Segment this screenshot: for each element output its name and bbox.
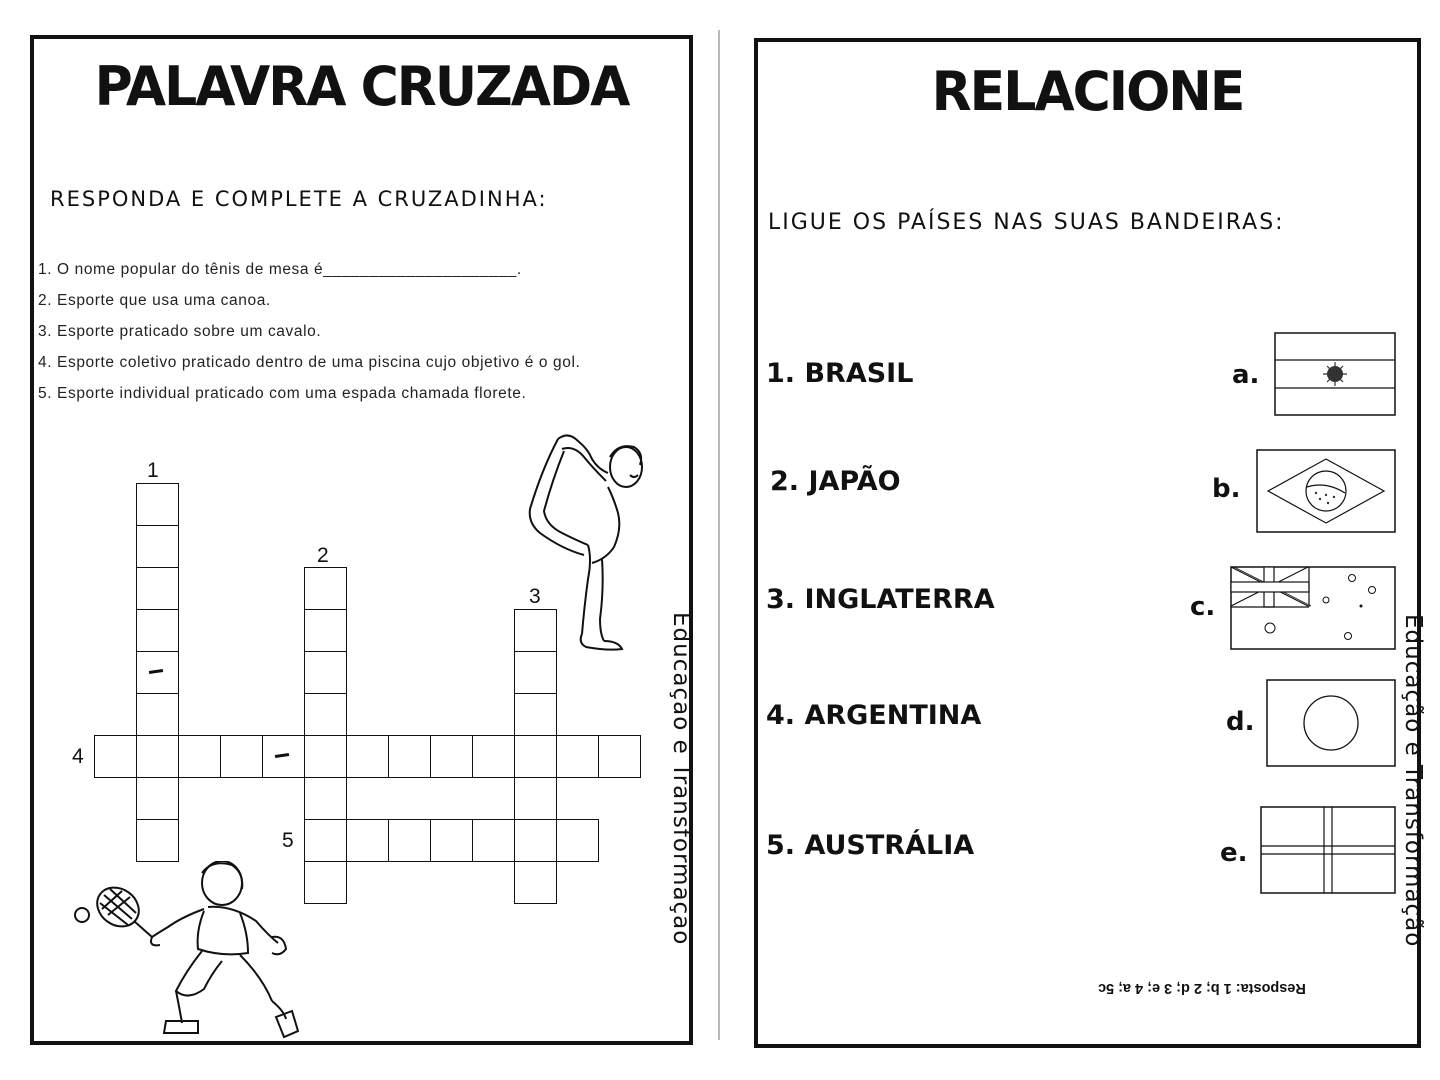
crossword-cell[interactable] xyxy=(598,735,641,778)
crossword-cell[interactable] xyxy=(304,777,347,820)
country-australia: 5. AUSTRÁLIA xyxy=(766,830,975,861)
crossword-cell[interactable] xyxy=(304,651,347,694)
crossword-cell[interactable] xyxy=(514,861,557,904)
matching-panel xyxy=(754,38,1421,1048)
crossword-cell[interactable] xyxy=(514,693,557,736)
argentina-flag-icon xyxy=(1274,332,1396,416)
clue-4: 4. Esporte coletivo praticado dentro de uma piscina cujo objetivo é o gol. xyxy=(38,354,581,371)
crossword-cell[interactable] xyxy=(514,651,557,694)
hyphen-mark xyxy=(149,669,163,674)
clue-3: 3. Esporte praticado sobre um cavalo. xyxy=(38,323,322,340)
crossword-cell[interactable] xyxy=(346,735,389,778)
crossword-cell[interactable] xyxy=(304,861,347,904)
country-inglaterra: 3. INGLATERRA xyxy=(766,584,995,615)
flag-letter-b: b. xyxy=(1212,474,1241,504)
flag-letter-a: a. xyxy=(1232,360,1260,390)
grid-number-2: 2 xyxy=(317,544,329,567)
brand-watermark-left: Educação e Transformação xyxy=(668,612,694,946)
crossword-cell[interactable] xyxy=(304,819,347,862)
crossword-cell[interactable] xyxy=(136,525,179,568)
flag-letter-d: d. xyxy=(1226,707,1255,737)
crossword-cell[interactable] xyxy=(388,735,431,778)
crossword-cell[interactable] xyxy=(304,735,347,778)
australia-flag-icon xyxy=(1230,566,1396,650)
crossword-cell[interactable] xyxy=(220,735,263,778)
crossword-title: PALAVRA CRUZADA xyxy=(94,55,629,119)
crossword-cell[interactable] xyxy=(304,567,347,610)
crossword-cell[interactable] xyxy=(514,777,557,820)
tennis-player-illustration xyxy=(72,861,302,1039)
country-argentina: 4. ARGENTINA xyxy=(766,700,982,731)
crossword-cell[interactable] xyxy=(136,609,179,652)
crossword-cell[interactable] xyxy=(514,819,557,862)
crossword-cell[interactable] xyxy=(136,651,179,694)
matching-instruction: LIGUE OS PAÍSES NAS SUAS BANDEIRAS: xyxy=(768,210,1285,235)
crossword-cell[interactable] xyxy=(472,819,515,862)
crossword-cell[interactable] xyxy=(136,819,179,862)
brand-watermark-right: Educação e Transformação xyxy=(1400,614,1426,948)
matching-title: RELACIONE xyxy=(931,60,1244,124)
crossword-cell[interactable] xyxy=(430,819,473,862)
crossword-cell[interactable] xyxy=(556,735,599,778)
brazil-flag-icon xyxy=(1256,449,1396,533)
crossword-cell[interactable] xyxy=(430,735,473,778)
clue-1: 1. O nome popular do tênis de mesa é_____________________. xyxy=(38,261,522,278)
country-brasil: 1. BRASIL xyxy=(766,358,914,389)
answer-key: Resposta: 1 b; 2 d; 3 e; 4 a; 5c xyxy=(1098,980,1306,996)
clue-5: 5. Esporte individual praticado com uma espada chamada florete. xyxy=(38,385,527,402)
crossword-cell[interactable] xyxy=(514,735,557,778)
crossword-cell[interactable] xyxy=(388,819,431,862)
gymnast-illustration xyxy=(522,429,652,654)
crossword-cell[interactable] xyxy=(136,735,179,778)
crossword-cell[interactable] xyxy=(136,693,179,736)
crossword-cell[interactable] xyxy=(136,777,179,820)
crossword-cell[interactable] xyxy=(178,735,221,778)
crossword-cell[interactable] xyxy=(136,567,179,610)
grid-number-3: 3 xyxy=(529,585,541,608)
flag-letter-e: e. xyxy=(1220,838,1248,868)
grid-number-4: 4 xyxy=(72,745,84,768)
crossword-cell[interactable] xyxy=(556,819,599,862)
hyphen-mark xyxy=(275,753,289,758)
crossword-cell[interactable] xyxy=(262,735,305,778)
crossword-cell[interactable] xyxy=(136,483,179,526)
clue-2: 2. Esporte que usa uma canoa. xyxy=(38,292,271,309)
crossword-cell[interactable] xyxy=(346,819,389,862)
page-divider xyxy=(718,30,720,1040)
crossword-cell[interactable] xyxy=(304,609,347,652)
england-flag-icon xyxy=(1260,806,1396,894)
crossword-cell[interactable] xyxy=(472,735,515,778)
flag-letter-c: c. xyxy=(1190,592,1216,622)
country-japao: 2. JAPÃO xyxy=(770,466,901,497)
grid-number-1: 1 xyxy=(147,459,159,482)
japan-flag-icon xyxy=(1266,679,1396,767)
crossword-cell[interactable] xyxy=(94,735,137,778)
crossword-cell[interactable] xyxy=(304,693,347,736)
grid-number-5: 5 xyxy=(282,829,294,852)
crossword-instruction: RESPONDA E COMPLETE A CRUZADINHA: xyxy=(50,187,548,211)
crossword-panel xyxy=(30,35,693,1045)
